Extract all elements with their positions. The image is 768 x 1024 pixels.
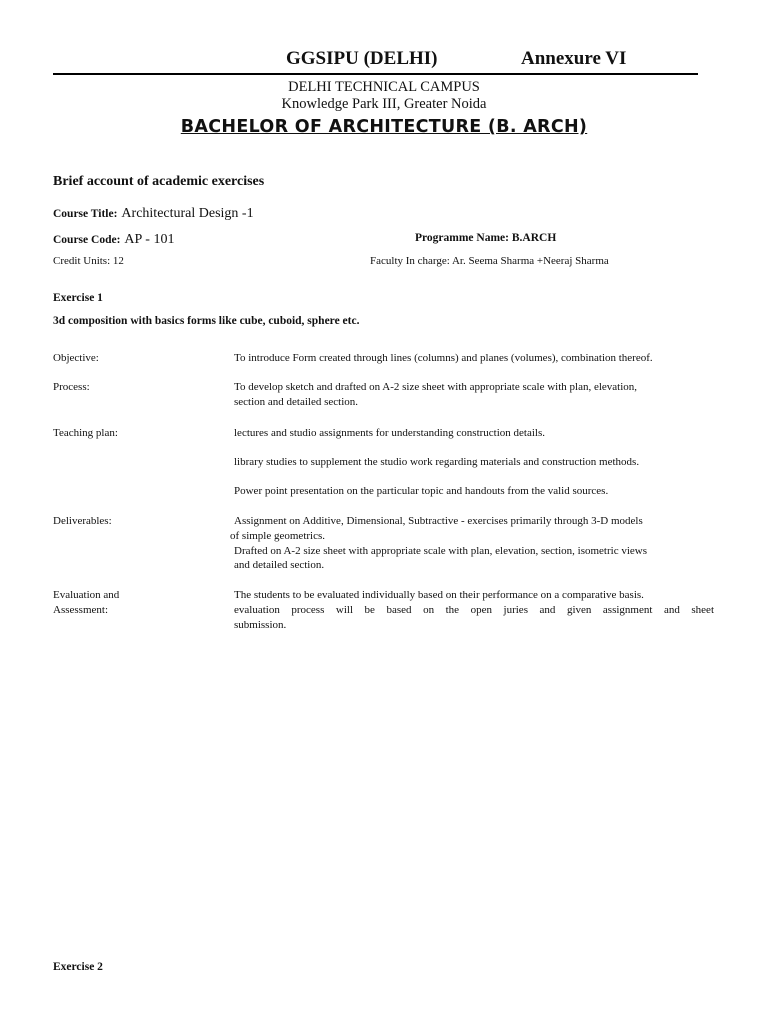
course-code-label: Course Code: [53, 234, 121, 246]
programme-name-row [415, 232, 556, 244]
course-code-row [53, 230, 174, 248]
faculty-in-charge: Faculty In charge: Ar. Seema Sharma +Neeraj Sharma [370, 255, 609, 267]
objective-text: To introduce Form created through lines (columns) and planes (volumes), combination thereof. [234, 352, 653, 364]
evaluation-line-2: evaluation process will be based on the open juries and given assignment and sheet [234, 604, 714, 616]
programme-name-label: Programme Name: [415, 232, 509, 244]
section-heading: Brief account of academic exercises [53, 174, 265, 189]
process-text-line-2: section and detailed section. [234, 396, 359, 408]
evaluation-label-line-2: Assessment: [53, 604, 108, 616]
course-code-value: AP - 101 [124, 232, 175, 247]
programme-name-value: B.ARCH [511, 232, 557, 244]
process-text-line-1: To develop sketch and drafted on A-2 size sheet with appropriate scale with plan, elevation, [234, 381, 638, 393]
university-name: GGSIPU (DELHI) [286, 48, 438, 69]
course-title-value: Architectural Design -1 [121, 206, 254, 221]
deliverables-line-2: of simple geometrics. [230, 530, 326, 542]
deliverables-line-3: Drafted on A-2 size sheet with appropriate scale with plan, elevation, section, isometric views [234, 545, 647, 557]
annexure-label: Annexure VI [521, 48, 627, 69]
course-title-label: Course Title: [53, 208, 118, 220]
evaluation-line-1: The students to be evaluated individually based on their performance on a comparative basis. [234, 589, 644, 601]
teaching-plan-item-2: library studies to supplement the studio work regarding materials and construction methods. [234, 456, 640, 468]
objective-label: Objective: [53, 352, 99, 364]
campus-address: Knowledge Park III, Greater Noida [281, 96, 487, 112]
programme-title: BACHELOR OF ARCHITECTURE (B. ARCH) [180, 117, 588, 137]
course-title-row [53, 204, 254, 222]
exercise-1-heading: Exercise 1 [53, 292, 103, 304]
credit-units: Credit Units: 12 [53, 255, 124, 267]
exercise-1-subtitle: 3d composition with basics forms like cube, cuboid, sphere etc. [53, 315, 360, 327]
process-label: Process: [53, 381, 90, 393]
evaluation-label-line-1: Evaluation and [53, 589, 120, 601]
teaching-plan-label: Teaching plan: [53, 427, 118, 439]
deliverables-line-1: Assignment on Additive, Dimensional, Subtractive - exercises primarily through 3-D models [234, 515, 643, 527]
evaluation-line-3: submission. [234, 619, 287, 631]
teaching-plan-item-1: lectures and studio assignments for understanding construction details. [234, 427, 545, 439]
deliverables-label: Deliverables: [53, 515, 112, 527]
campus-name: DELHI TECHNICAL CAMPUS [288, 79, 480, 95]
teaching-plan-item-3: Power point presentation on the particular topic and handouts from the valid sources. [234, 485, 609, 497]
exercise-2-heading: Exercise 2 [53, 961, 103, 973]
header-divider [53, 73, 698, 75]
deliverables-line-4: and detailed section. [234, 559, 325, 571]
